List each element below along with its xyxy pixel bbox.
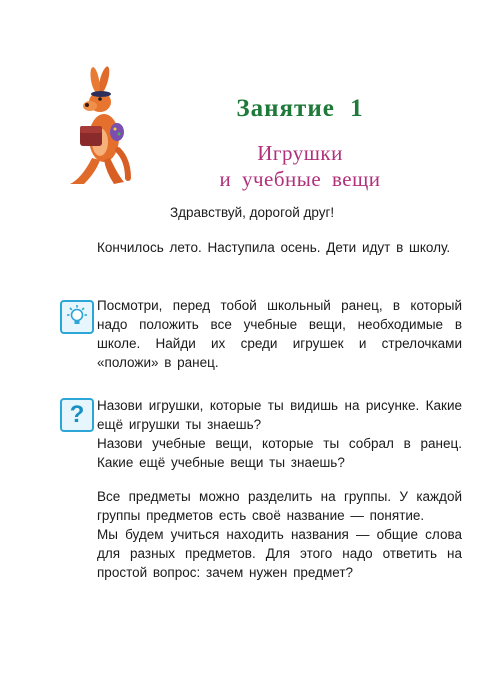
concepts-groups: Все предметы можно разделить на группы. У каждой группы предметов есть своё название — понятие. [97,489,462,523]
paragraph-intro: Кончилось лето. Наступила осень. Дети идут в школу. [97,240,451,255]
question-mark: ? [69,401,85,428]
question-school-items: Назови учебные вещи, которые ты собрал в ранец. Какие ещё учебные вещи ты знаешь? [97,436,462,470]
greeting: Здравствуй, дорогой друг! [170,205,335,220]
lesson-subtitle-line1: Игрушки [257,141,343,165]
question-icon [60,398,94,432]
paragraph-task: Посмотри, перед тобой школьный ранец, в который надо положить все учебные вещи, необходимые в школе. Найди их среди игрушек и стрелочками «положи» в ранец. [97,298,462,370]
lesson-subtitle-line2: и учебные вещи [219,167,381,191]
kangaroo-mascot [62,60,132,190]
paragraph-questions [97,396,462,472]
lightbulb-icon [60,300,94,334]
question-toys: Назови игрушки, которые ты видишь на рисунке. Какие ещё игрушки ты знаешь? [97,398,462,432]
paragraph-concepts [97,487,462,582]
concepts-names: Мы будем учиться находить названия — общие слова для разных предметов. Для этого надо ответить на простой вопрос: зачем нужен предмет? [97,527,462,580]
lesson-title: Занятие 1 [236,95,364,122]
lesson-subtitle [150,140,450,192]
